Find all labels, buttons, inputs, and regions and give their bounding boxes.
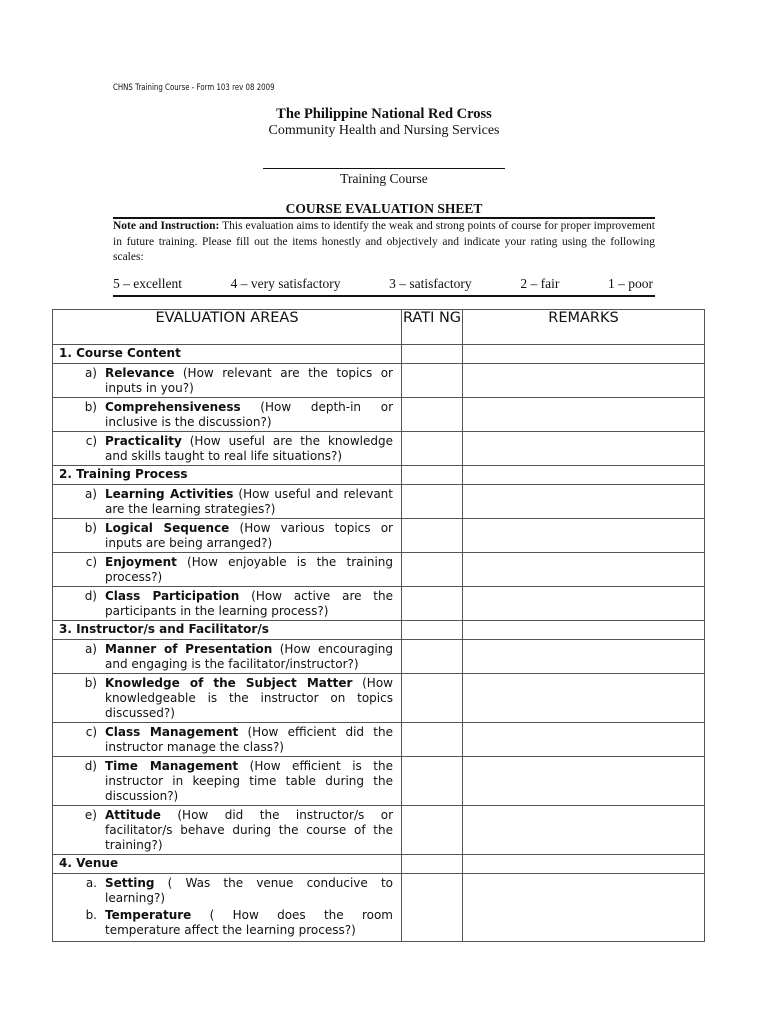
item-marker: a) [84, 366, 97, 380]
table-row [53, 806, 705, 855]
remarks-cell[interactable] [463, 553, 705, 587]
section-row [53, 855, 705, 874]
scale-2: 2 – fair [520, 276, 560, 291]
item-description: (How did the instructor/s or facilitator/s behave during the course of the training?) [105, 808, 393, 852]
item-description: (How encouraging and engaging is the facilitator/instructor?) [105, 642, 393, 671]
item-label: Comprehensiveness [105, 400, 241, 414]
remarks-cell[interactable] [463, 364, 705, 398]
form-code: CHNS Training Course - Form 103 rev 08 2009 [113, 83, 275, 93]
remarks-cell[interactable] [463, 640, 705, 674]
rating-cell[interactable] [402, 874, 463, 942]
rating-cell[interactable] [402, 432, 463, 466]
item-label: Logical Sequence [105, 521, 230, 535]
item-label: Attitude [105, 808, 161, 822]
table-row [53, 398, 705, 432]
item-label: Time Management [105, 759, 239, 773]
section-title: 1. Course Content [53, 345, 402, 364]
remarks-cell[interactable] [463, 674, 705, 723]
item-label: Class Management [105, 725, 239, 739]
remarks-cell[interactable] [463, 621, 705, 640]
rating-cell[interactable] [402, 640, 463, 674]
item-marker: c) [85, 434, 97, 448]
rating-cell[interactable] [402, 466, 463, 485]
section-row [53, 621, 705, 640]
scale-5: 5 – excellent [113, 276, 182, 291]
item-marker: a) [84, 642, 97, 656]
item-description: (How efficient is the instructor in keeping time table during the discussion?) [105, 759, 393, 803]
remarks-cell[interactable] [463, 806, 705, 855]
header-evaluation-areas: EVALUATION AREAS [53, 310, 402, 345]
course-name-blank-line[interactable] [263, 168, 505, 169]
instruction-text: This evaluation aims to identify the weak and strong points of course for proper improvement in future training. Please fill out the items honestly and objectively and indicate your rating using the following scales: [113, 220, 655, 263]
section-title: 4. Venue [53, 855, 402, 874]
remarks-cell[interactable] [463, 345, 705, 364]
rating-cell[interactable] [402, 855, 463, 874]
item-marker: b) [84, 521, 97, 535]
item-description: (How active are the participants in the learning process?) [105, 589, 393, 618]
table-row [53, 723, 705, 757]
remarks-cell[interactable] [463, 855, 705, 874]
table-row [53, 364, 705, 398]
rating-scale [113, 276, 653, 292]
table-row [53, 553, 705, 587]
rating-cell[interactable] [402, 553, 463, 587]
remarks-cell[interactable] [463, 519, 705, 553]
rating-cell[interactable] [402, 364, 463, 398]
section-row [53, 466, 705, 485]
item-description: (How enjoyable is the training process?) [105, 555, 393, 584]
table-row [53, 674, 705, 723]
course-caption: Training Course [340, 171, 428, 186]
rating-cell[interactable] [402, 345, 463, 364]
item-description: (How various topics or inputs are being arranged?) [105, 521, 393, 550]
item-label: Manner of Presentation [105, 642, 273, 656]
item-description: ( How does the room temperature affect the learning process?) [105, 908, 393, 937]
table-row [53, 587, 705, 621]
remarks-cell[interactable] [463, 874, 705, 942]
item-label: Class Participation [105, 589, 240, 603]
rating-cell[interactable] [402, 757, 463, 806]
item-marker: c) [85, 725, 97, 739]
item-description: (How useful are the knowledge and skills taught to real life situations?) [105, 434, 393, 463]
remarks-cell[interactable] [463, 466, 705, 485]
scale-4: 4 – very satisfactory [230, 276, 341, 291]
item-description: (How knowledgeable is the instructor on topics discussed?) [105, 676, 393, 720]
item-marker: b. [85, 908, 97, 922]
table-row [53, 874, 705, 942]
table-row [53, 432, 705, 466]
instruction-paragraph [113, 219, 655, 266]
item-marker: b) [84, 676, 97, 690]
rating-cell[interactable] [402, 621, 463, 640]
scale-1: 1 – poor [607, 276, 653, 291]
item-description: ( Was the venue conducive to learning?) [105, 876, 393, 905]
item-marker: d) [84, 589, 97, 603]
organization-title: The Philippine National Red Cross [276, 106, 492, 122]
table-header-row [53, 310, 705, 345]
rating-cell[interactable] [402, 519, 463, 553]
remarks-cell[interactable] [463, 587, 705, 621]
item-label: Setting [105, 876, 155, 890]
evaluation-table [52, 309, 705, 942]
organization-subtitle: Community Health and Nursing Services [268, 123, 500, 138]
item-marker: b) [84, 400, 97, 414]
table-row [53, 519, 705, 553]
instruction-label: Note and Instruction: [113, 220, 220, 232]
rating-cell[interactable] [402, 723, 463, 757]
section-row [53, 345, 705, 364]
section-title: 3. Instructor/s and Facilitator/s [53, 621, 402, 640]
item-description: (How depth-in or inclusive is the discussion?) [105, 400, 393, 429]
remarks-cell[interactable] [463, 432, 705, 466]
item-label: Relevance [105, 366, 175, 380]
remarks-cell[interactable] [463, 485, 705, 519]
header-rating: RATI NG [402, 310, 463, 345]
remarks-cell[interactable] [463, 757, 705, 806]
item-description: (How useful and relevant are the learning strategies?) [105, 487, 393, 516]
item-marker: e) [84, 808, 97, 822]
item-marker: d) [84, 759, 97, 773]
item-label: Learning Activities [105, 487, 234, 501]
rating-cell[interactable] [402, 398, 463, 432]
scale-3: 3 – satisfactory [389, 276, 472, 291]
item-label: Practicality [105, 434, 182, 448]
item-marker: a. [85, 876, 97, 890]
rating-cell[interactable] [402, 806, 463, 855]
remarks-cell[interactable] [463, 398, 705, 432]
table-row [53, 485, 705, 519]
rating-cell[interactable] [402, 587, 463, 621]
rating-cell[interactable] [402, 674, 463, 723]
remarks-cell[interactable] [463, 723, 705, 757]
item-marker: c) [85, 555, 97, 569]
item-description: (How relevant are the topics or inputs in you?) [105, 366, 393, 395]
item-label: Enjoyment [105, 555, 177, 569]
item-marker: a) [84, 487, 97, 501]
table-row [53, 640, 705, 674]
item-label: Temperature [105, 908, 192, 922]
item-label: Knowledge of the Subject Matter [105, 676, 353, 690]
rating-cell[interactable] [402, 485, 463, 519]
sheet-title: COURSE EVALUATION SHEET [285, 201, 483, 216]
table-row [53, 757, 705, 806]
bottom-divider [113, 295, 655, 297]
header-remarks: REMARKS [463, 310, 705, 345]
item-description: (How efficient did the instructor manage the class?) [105, 725, 393, 754]
section-title: 2. Training Process [53, 466, 402, 485]
